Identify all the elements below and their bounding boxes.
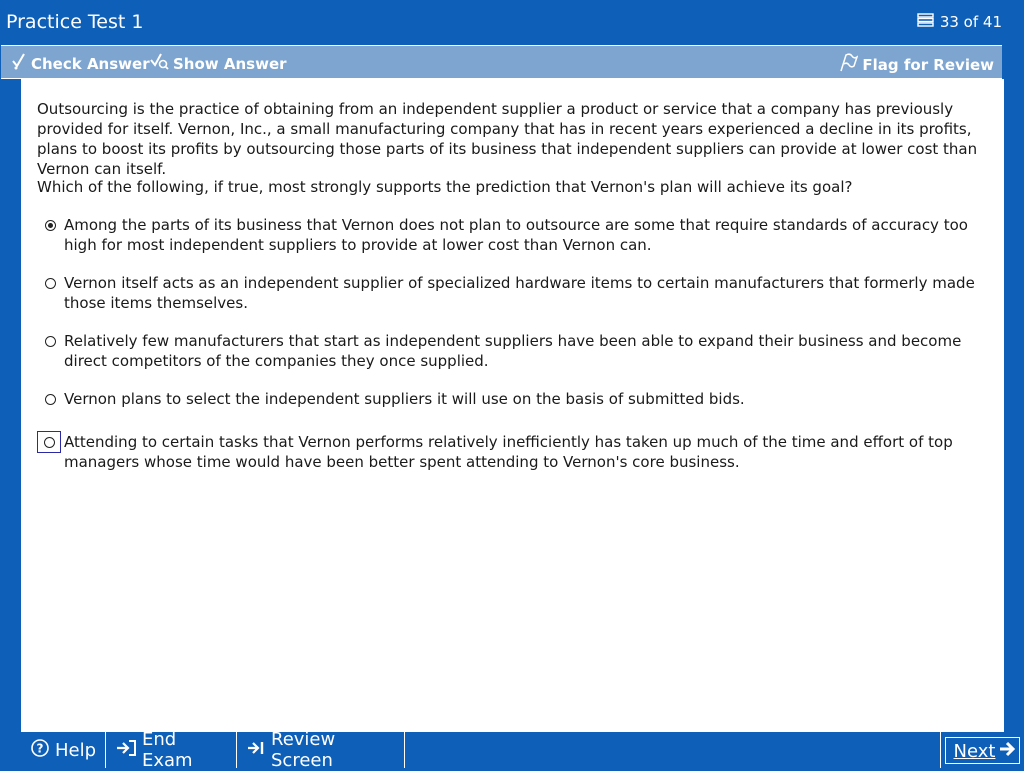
answer-choice-a[interactable] [37, 215, 987, 255]
help-button[interactable] [21, 732, 106, 768]
help-label: Help [55, 739, 97, 761]
toolbar [1, 45, 1002, 79]
answer-choice-c[interactable] [37, 331, 987, 371]
radio-selected-icon [45, 220, 56, 231]
radio-button-c[interactable] [37, 331, 64, 351]
radio-button-e[interactable] [37, 431, 61, 453]
window-title: Practice Test 1 [6, 11, 144, 33]
answer-choice-b[interactable] [37, 273, 987, 313]
answer-choice-text: Vernon plans to select the independent suppliers it will use on the basis of submitted bids. [64, 390, 745, 408]
flag-review-button[interactable] [838, 52, 994, 77]
flag-icon [838, 52, 858, 77]
review-screen-button[interactable] [237, 729, 405, 771]
radio-icon [45, 278, 56, 289]
title-bar [0, 0, 1024, 45]
answer-choice-text: Relatively few manufacturers that start as independent suppliers have been able to expand their business and become direct competitors of the companies they once supplied. [64, 332, 962, 370]
radio-icon [45, 394, 56, 405]
radio-icon [45, 336, 56, 347]
answer-choice-text: Vernon itself acts as an independent supplier of specialized hardware items to certain manufacturers that formerly made those items themselves. [64, 274, 975, 312]
svg-text:?: ? [36, 741, 44, 755]
show-answer-icon [149, 52, 169, 75]
stack-icon [916, 12, 936, 32]
next-button[interactable] [940, 732, 1024, 768]
answer-choice-e[interactable] [37, 432, 987, 472]
flag-review-label: Flag for Review [862, 55, 994, 74]
review-screen-icon [247, 740, 265, 761]
show-answer-button[interactable] [149, 52, 287, 75]
end-exam-icon [116, 740, 136, 761]
check-answer-label: Check Answer [31, 54, 150, 73]
next-label: Next [953, 740, 996, 762]
question-counter [916, 12, 1002, 32]
counter-text: 33 of 41 [939, 13, 1002, 31]
next-button-face [945, 737, 1021, 764]
next-arrow-icon [999, 740, 1017, 763]
radio-icon [44, 437, 55, 448]
end-exam-label: End Exam [142, 729, 193, 771]
question-stem: Which of the following, if true, most strongly supports the prediction that Vernon's plan will achieve its goal? [37, 178, 853, 196]
question-passage: Outsourcing is the practice of obtaining from an independent supplier a product or service that a company has previously provided for itself. Vernon, Inc., a small manufacturing company that has in recent years experienced a decline in its profits, plans to boost its profits by outsourcing those parts of its business that independent suppliers can provide at lower cost than Vernon can itself. [37, 100, 978, 178]
review-screen-label: Review Screen [271, 729, 336, 771]
check-answer-button[interactable] [11, 52, 150, 75]
question-panel [21, 79, 1004, 732]
end-exam-button[interactable] [106, 729, 237, 771]
answer-choice-text: Among the parts of its business that Vernon does not plan to outsource are some that require standards of accuracy too high for most independent suppliers to provide at lower cost than Vernon can. [64, 216, 968, 254]
bottom-bar [21, 729, 1024, 771]
radio-button-d[interactable] [37, 389, 64, 409]
radio-button-b[interactable] [37, 273, 64, 293]
show-answer-label: Show Answer [173, 54, 287, 73]
answer-choice-text: Attending to certain tasks that Vernon performs relatively inefficiently has taken up much of the time and effort of top managers whose time would have been better spent attending to Vernon's core business. [64, 433, 953, 471]
answer-choice-d[interactable] [37, 389, 987, 409]
help-icon [31, 739, 49, 762]
radio-button-a[interactable] [37, 215, 64, 235]
check-answer-icon [11, 52, 27, 75]
